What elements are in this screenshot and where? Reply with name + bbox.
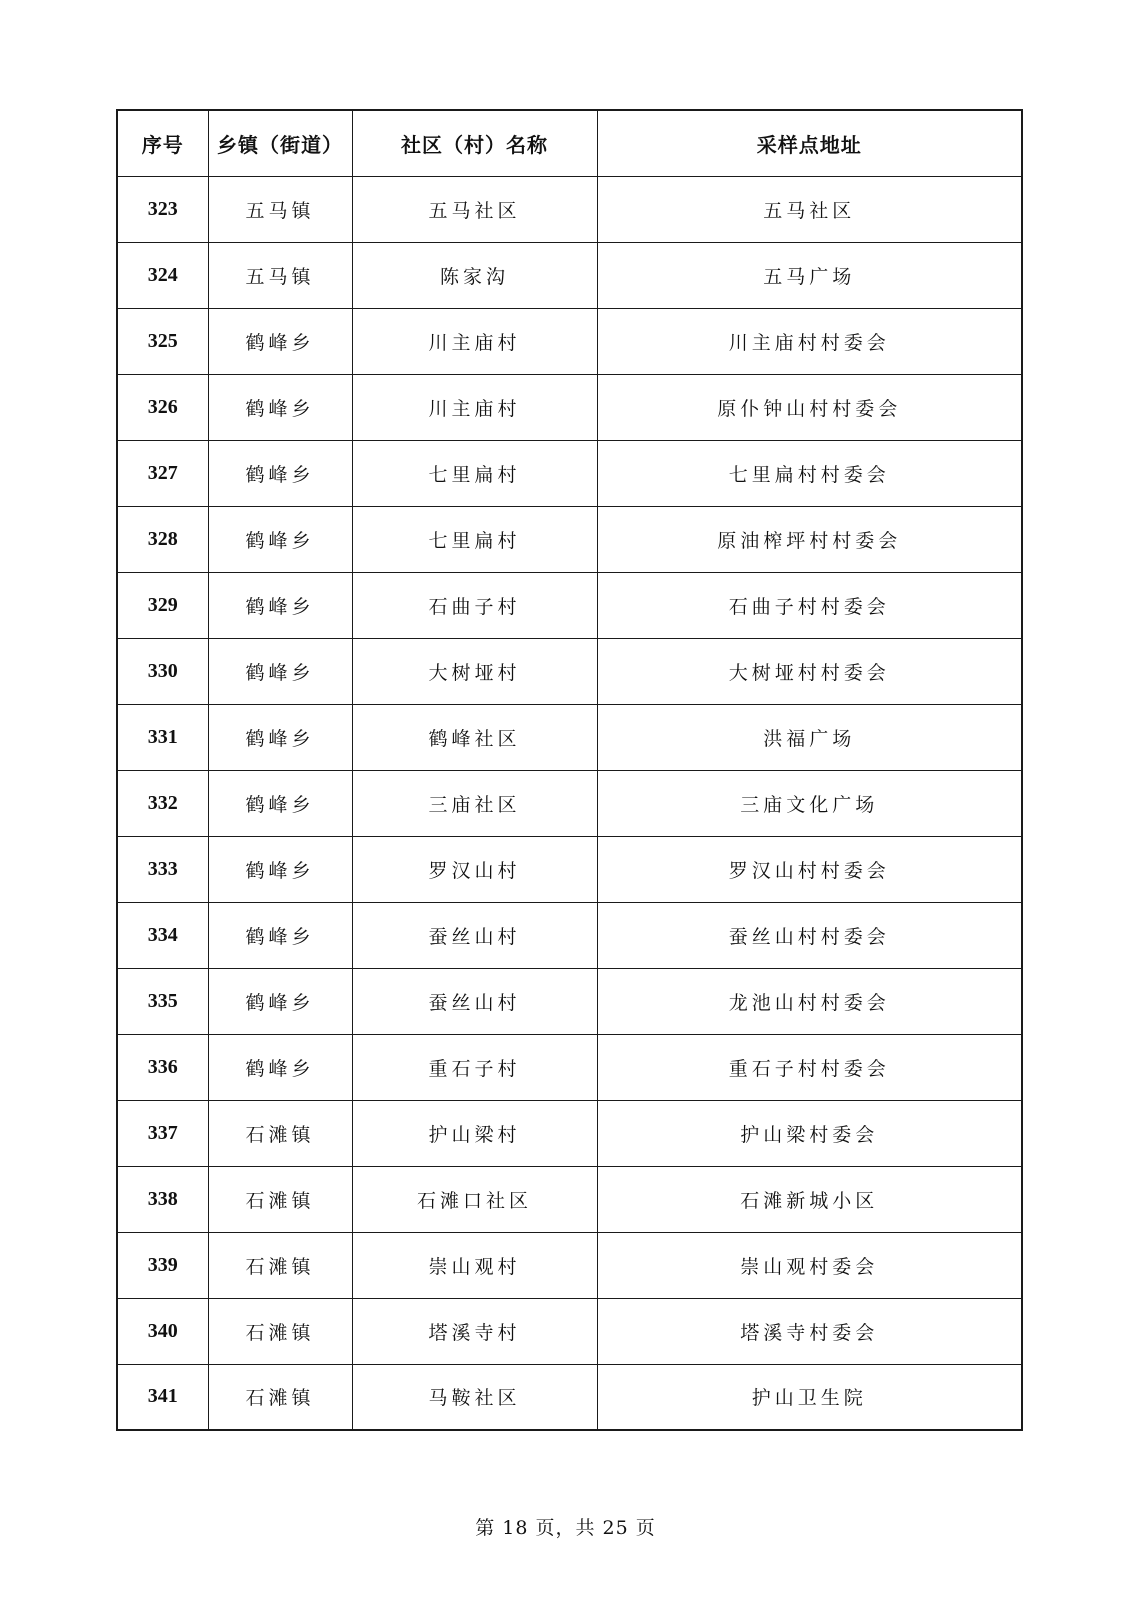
cell-community-name: 蚕丝山村 [352, 968, 597, 1034]
cell-community-name: 罗汉山村 [352, 836, 597, 902]
cell-sampling-address: 洪福广场 [597, 704, 1022, 770]
cell-sampling-address: 崇山观村委会 [597, 1232, 1022, 1298]
table-row [117, 176, 1022, 242]
cell-community-name: 七里扁村 [352, 440, 597, 506]
cell-township: 石滩镇 [208, 1232, 352, 1298]
cell-sampling-address: 五马社区 [597, 176, 1022, 242]
cell-serial-number: 323 [117, 176, 208, 242]
cell-sampling-address: 三庙文化广场 [597, 770, 1022, 836]
cell-sampling-address: 重石子村村委会 [597, 1034, 1022, 1100]
cell-community-name: 蚕丝山村 [352, 902, 597, 968]
cell-sampling-address: 原油榨坪村村委会 [597, 506, 1022, 572]
cell-sampling-address: 护山卫生院 [597, 1364, 1022, 1430]
cell-sampling-address: 川主庙村村委会 [597, 308, 1022, 374]
cell-serial-number: 334 [117, 902, 208, 968]
cell-township: 鹤峰乡 [208, 374, 352, 440]
cell-serial-number: 325 [117, 308, 208, 374]
table-row [117, 440, 1022, 506]
table-row [117, 572, 1022, 638]
cell-sampling-address: 蚕丝山村村委会 [597, 902, 1022, 968]
cell-township: 石滩镇 [208, 1100, 352, 1166]
cell-community-name: 塔溪寺村 [352, 1298, 597, 1364]
cell-serial-number: 331 [117, 704, 208, 770]
cell-community-name: 七里扁村 [352, 506, 597, 572]
cell-township: 鹤峰乡 [208, 572, 352, 638]
cell-sampling-address: 龙池山村村委会 [597, 968, 1022, 1034]
table-row [117, 1364, 1022, 1430]
table-row [117, 968, 1022, 1034]
cell-serial-number: 330 [117, 638, 208, 704]
cell-township: 鹤峰乡 [208, 836, 352, 902]
cell-serial-number: 326 [117, 374, 208, 440]
table-row [117, 902, 1022, 968]
cell-serial-number: 328 [117, 506, 208, 572]
cell-serial-number: 332 [117, 770, 208, 836]
cell-sampling-address: 罗汉山村村委会 [597, 836, 1022, 902]
cell-serial-number: 324 [117, 242, 208, 308]
cell-serial-number: 327 [117, 440, 208, 506]
cell-township: 鹤峰乡 [208, 1034, 352, 1100]
table-row [117, 242, 1022, 308]
table-row [117, 638, 1022, 704]
cell-community-name: 护山梁村 [352, 1100, 597, 1166]
table-row [117, 1034, 1022, 1100]
cell-serial-number: 335 [117, 968, 208, 1034]
cell-serial-number: 340 [117, 1298, 208, 1364]
header-community-name: 社区（村）名称 [352, 110, 597, 176]
cell-township: 鹤峰乡 [208, 440, 352, 506]
cell-community-name: 马鞍社区 [352, 1364, 597, 1430]
page-footer: 第 18 页，共 25 页 [475, 1517, 656, 1539]
table-row [117, 1100, 1022, 1166]
sampling-sites-table [116, 109, 1023, 1431]
table-row [117, 1298, 1022, 1364]
cell-township: 石滩镇 [208, 1166, 352, 1232]
cell-community-name: 川主庙村 [352, 308, 597, 374]
cell-serial-number: 339 [117, 1232, 208, 1298]
cell-serial-number: 336 [117, 1034, 208, 1100]
table-row [117, 1166, 1022, 1232]
cell-community-name: 鹤峰社区 [352, 704, 597, 770]
cell-sampling-address: 五马广场 [597, 242, 1022, 308]
cell-township: 鹤峰乡 [208, 770, 352, 836]
header-township: 乡镇（街道） [208, 110, 352, 176]
cell-community-name: 石滩口社区 [352, 1166, 597, 1232]
table-row [117, 374, 1022, 440]
cell-township: 石滩镇 [208, 1364, 352, 1430]
cell-township: 五马镇 [208, 176, 352, 242]
cell-township: 鹤峰乡 [208, 308, 352, 374]
cell-community-name: 大树垭村 [352, 638, 597, 704]
cell-sampling-address: 石滩新城小区 [597, 1166, 1022, 1232]
cell-sampling-address: 塔溪寺村委会 [597, 1298, 1022, 1364]
cell-sampling-address: 七里扁村村委会 [597, 440, 1022, 506]
cell-community-name: 石曲子村 [352, 572, 597, 638]
cell-serial-number: 337 [117, 1100, 208, 1166]
cell-serial-number: 333 [117, 836, 208, 902]
header-serial-number: 序号 [117, 110, 208, 176]
cell-township: 五马镇 [208, 242, 352, 308]
cell-community-name: 陈家沟 [352, 242, 597, 308]
cell-township: 鹤峰乡 [208, 638, 352, 704]
header-sampling-address: 采样点地址 [597, 110, 1022, 176]
cell-community-name: 五马社区 [352, 176, 597, 242]
cell-township: 鹤峰乡 [208, 704, 352, 770]
cell-sampling-address: 大树垭村村委会 [597, 638, 1022, 704]
table-body [117, 176, 1022, 1430]
cell-township: 石滩镇 [208, 1298, 352, 1364]
cell-serial-number: 341 [117, 1364, 208, 1430]
cell-community-name: 重石子村 [352, 1034, 597, 1100]
cell-township: 鹤峰乡 [208, 968, 352, 1034]
table-row [117, 704, 1022, 770]
table-row [117, 506, 1022, 572]
table-row [117, 1232, 1022, 1298]
cell-sampling-address: 护山梁村委会 [597, 1100, 1022, 1166]
cell-sampling-address: 原仆钟山村村委会 [597, 374, 1022, 440]
cell-community-name: 川主庙村 [352, 374, 597, 440]
table-row [117, 308, 1022, 374]
cell-serial-number: 329 [117, 572, 208, 638]
cell-community-name: 三庙社区 [352, 770, 597, 836]
cell-township: 鹤峰乡 [208, 902, 352, 968]
table-header-row [117, 110, 1022, 176]
cell-community-name: 崇山观村 [352, 1232, 597, 1298]
table-row [117, 836, 1022, 902]
table-row [117, 770, 1022, 836]
cell-serial-number: 338 [117, 1166, 208, 1232]
cell-township: 鹤峰乡 [208, 506, 352, 572]
cell-sampling-address: 石曲子村村委会 [597, 572, 1022, 638]
